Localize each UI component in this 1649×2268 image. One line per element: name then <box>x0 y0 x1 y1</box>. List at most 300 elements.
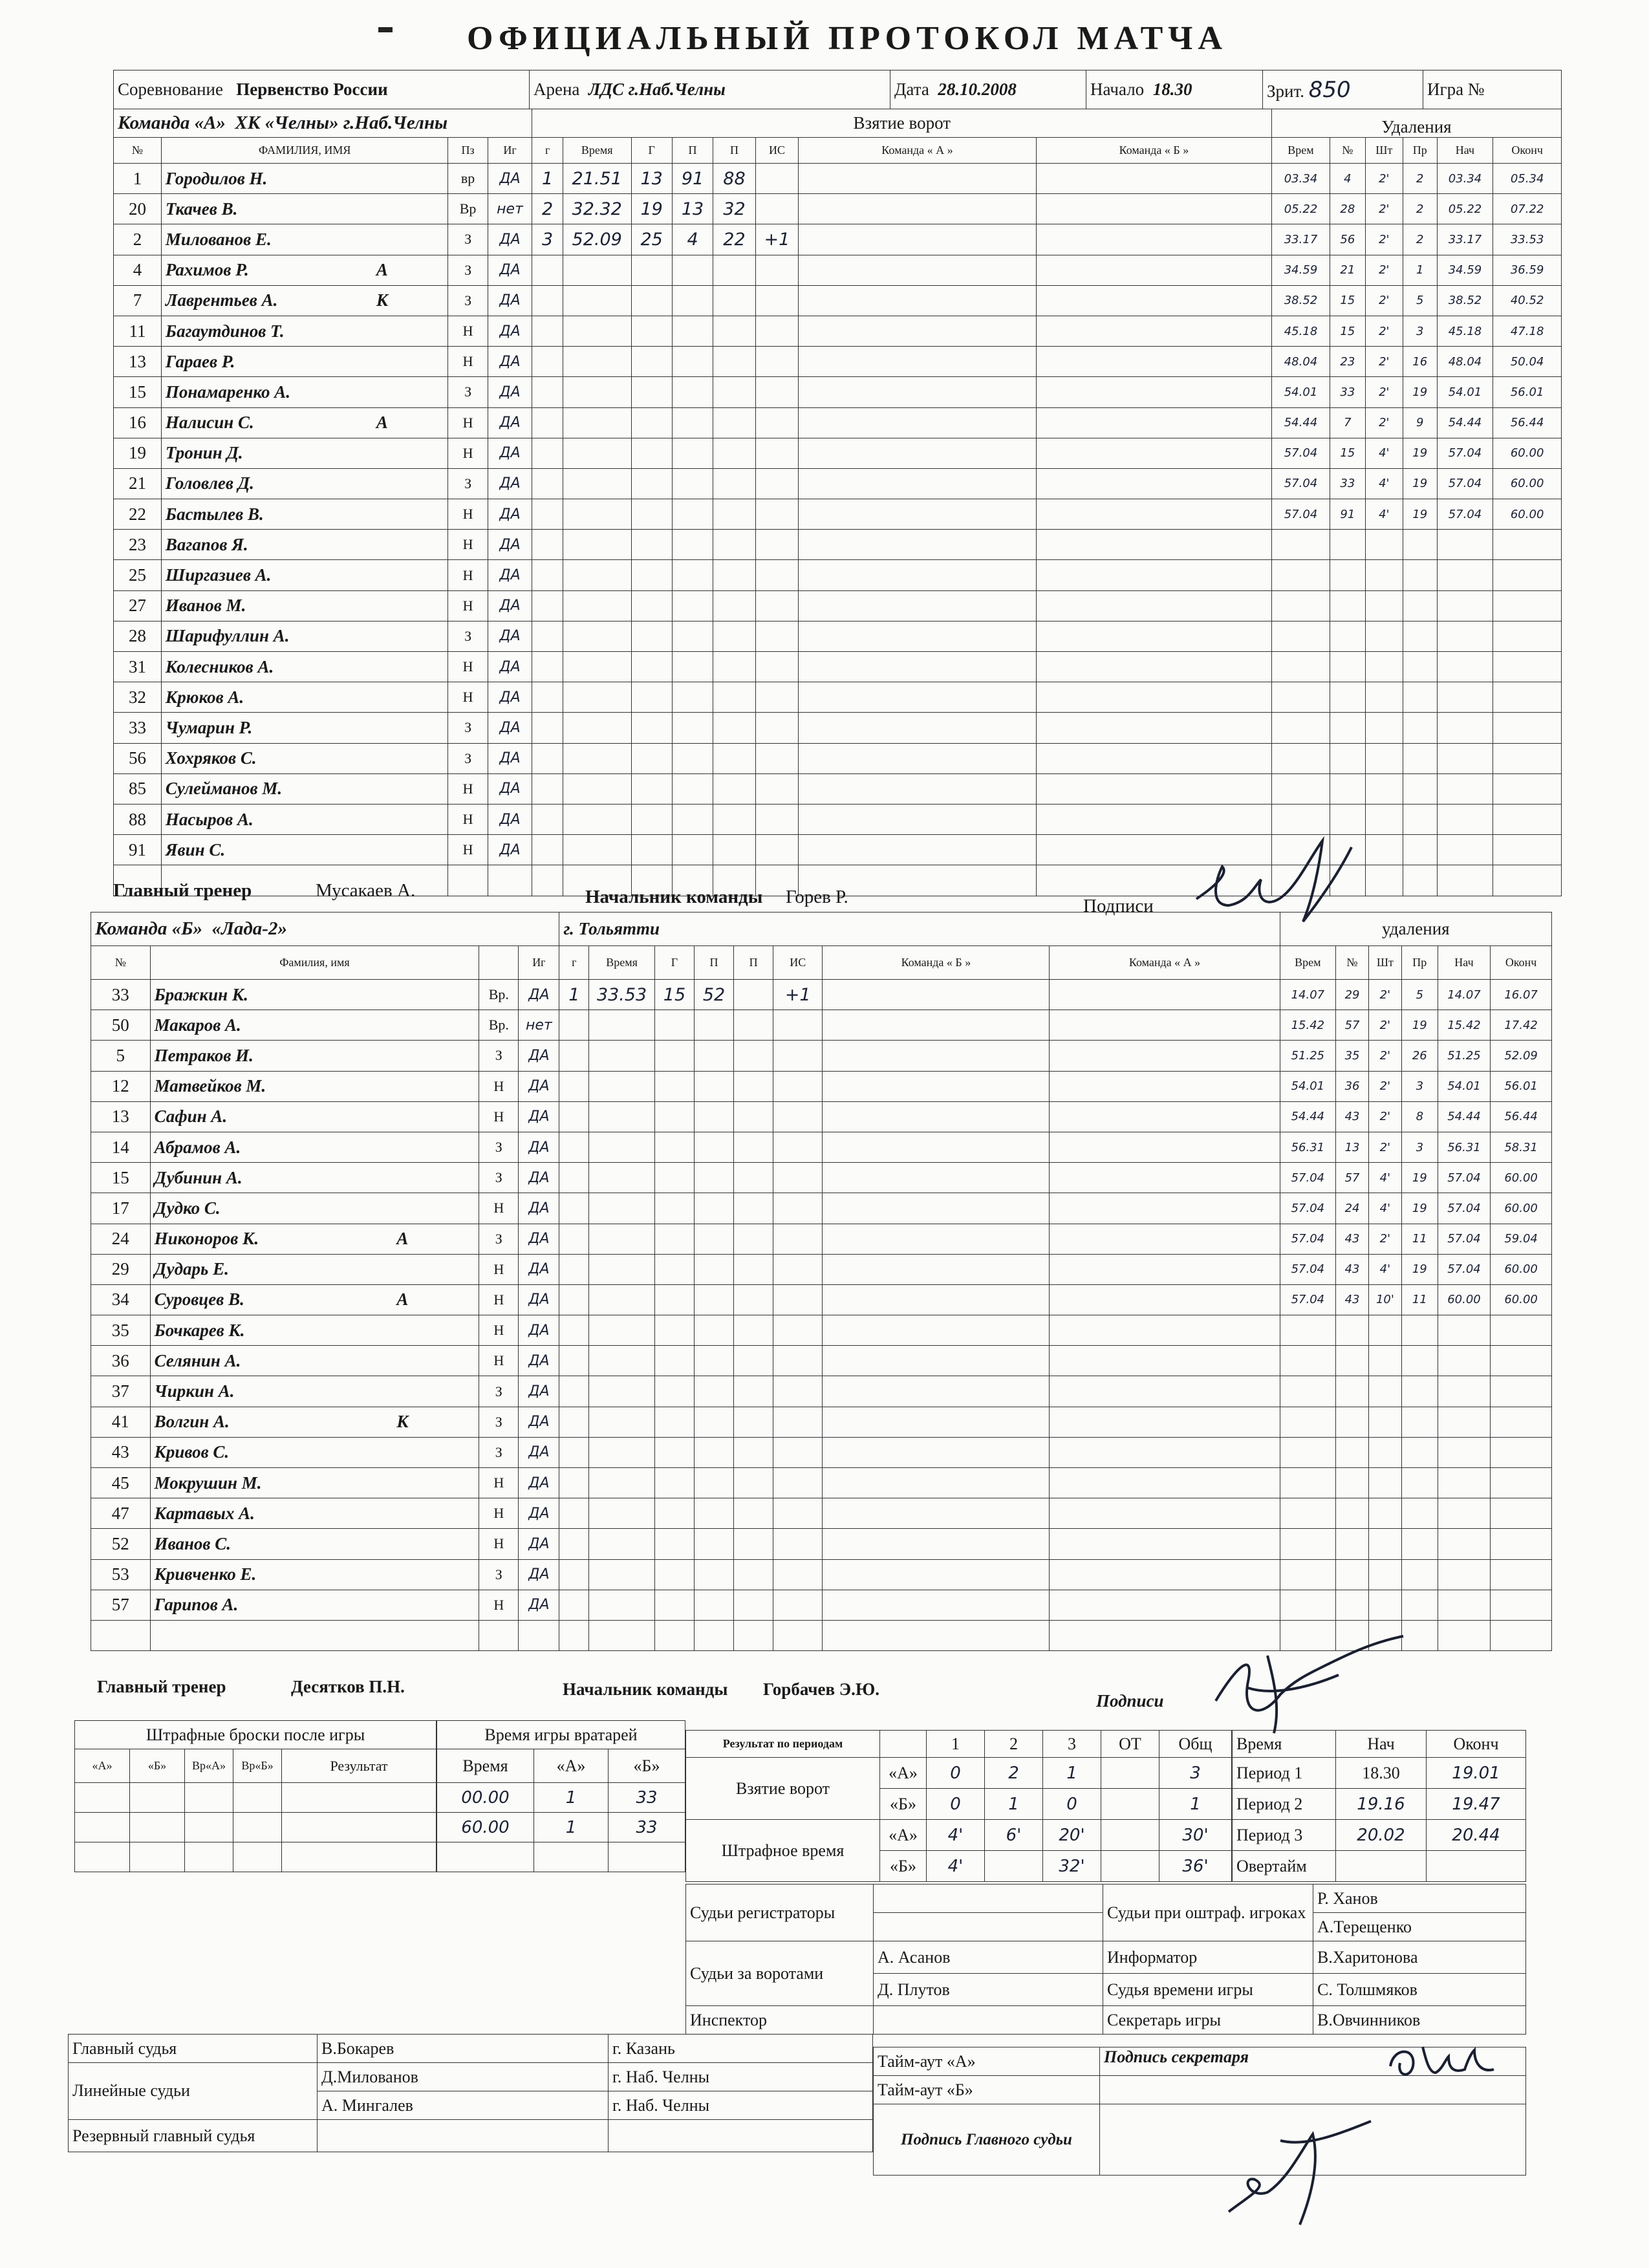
empty-cell <box>1437 835 1493 865</box>
period-team: «Б» <box>880 1789 927 1820</box>
penalty-time: 45.18 <box>1272 316 1330 346</box>
empty-cell <box>1491 1590 1552 1620</box>
team-column-cell <box>1050 1132 1280 1162</box>
penalty-start: 14.07 <box>1438 980 1490 1010</box>
column-header: ИС <box>755 138 799 164</box>
player-name-text: Иванов С. <box>154 1533 232 1553</box>
player-name-text: Крюков А. <box>165 687 244 707</box>
empty-cell <box>695 1284 734 1315</box>
goal-situation: +1 <box>773 980 823 1010</box>
empty-cell <box>734 1376 773 1407</box>
player-name-text: Бражкин К. <box>154 984 248 1004</box>
team-column-cell <box>1050 1468 1280 1498</box>
penalty-end: 52.09 <box>1491 1041 1552 1071</box>
player-position: З <box>448 713 488 743</box>
team-column-cell <box>823 1163 1050 1193</box>
penalty-minutes: 4' <box>1368 1193 1401 1224</box>
player-name-text: Лаврентьев А. <box>165 290 278 310</box>
team-a-coach-label: Главный тренер <box>113 880 252 901</box>
empty-cell <box>1438 1498 1490 1529</box>
empty-cell <box>563 377 631 407</box>
player-plays: ДА <box>488 773 532 804</box>
penalty-player: 36 <box>1336 1071 1369 1101</box>
penalty-reason: 19 <box>1401 1163 1438 1193</box>
empty-cell <box>589 1407 655 1437</box>
empty-cell <box>654 1224 694 1254</box>
team-column-cell <box>799 835 1037 865</box>
penalty-player: 35 <box>1336 1041 1369 1071</box>
player-row <box>91 1041 1552 1071</box>
column-header: Пз <box>448 138 488 164</box>
periods-caption: Результат по периодам <box>686 1731 880 1758</box>
empty-cell <box>755 530 799 560</box>
player-number: 17 <box>91 1193 151 1224</box>
player-position: З <box>448 621 488 651</box>
empty-cell <box>589 1468 655 1498</box>
player-name <box>161 224 448 255</box>
empty-cell <box>1368 1468 1401 1498</box>
team-b-column-headers <box>91 946 1552 980</box>
goal-assist-1: 91 <box>672 164 713 194</box>
goal-assist-2: 22 <box>713 224 755 255</box>
empty-cell <box>1368 1529 1401 1559</box>
team-column-cell <box>823 1041 1050 1071</box>
player-position: Н <box>479 1590 519 1620</box>
empty-cell <box>631 347 672 377</box>
referees-table <box>68 2034 873 2152</box>
player-plays: ДА <box>488 804 532 834</box>
team-b-coach: Десятков П.Н. <box>291 1677 405 1696</box>
start-value: 18.30 <box>1152 80 1192 99</box>
empty-cell <box>1403 835 1437 865</box>
empty-cell <box>1330 590 1365 621</box>
penalty-start: 54.01 <box>1437 377 1493 407</box>
player-name <box>150 1437 479 1467</box>
team-b-chief: Горбачев Э.Ю. <box>763 1679 879 1699</box>
player-number: 21 <box>114 468 162 499</box>
empty-cell <box>563 530 631 560</box>
column-header: Нач <box>1437 138 1493 164</box>
penalty-start: 57.04 <box>1438 1254 1490 1284</box>
empty-cell <box>755 621 799 651</box>
penalty-player: 57 <box>1336 1163 1369 1193</box>
empty-cell <box>1438 1376 1490 1407</box>
empty-cell <box>713 347 755 377</box>
column-header: Шт <box>1365 138 1403 164</box>
penalty-time: 54.44 <box>1272 407 1330 438</box>
period-value: 1 <box>1159 1789 1232 1820</box>
player-row <box>91 1101 1552 1132</box>
empty-cell <box>1365 713 1403 743</box>
player-name <box>150 1590 479 1620</box>
goalie-time-headers <box>437 1749 685 1783</box>
empty-cell <box>1336 1468 1369 1498</box>
empty-cell <box>672 835 713 865</box>
goal-assist-1: 13 <box>672 194 713 224</box>
empty-cell <box>695 1041 734 1071</box>
empty-cell <box>695 1620 734 1650</box>
empty-cell <box>1493 652 1562 682</box>
period-value <box>1101 1851 1159 1882</box>
empty-cell <box>631 285 672 316</box>
penalty-minutes: 2' <box>1368 1010 1401 1041</box>
team-a-coach: Мусакаев А. <box>316 880 416 901</box>
empty-cell <box>559 1132 589 1162</box>
penalty-start: 51.25 <box>1438 1041 1490 1071</box>
empty-cell <box>1272 530 1330 560</box>
column-header: Г <box>631 138 672 164</box>
penalty-end: 36.59 <box>1493 255 1562 285</box>
empty-cell <box>773 1498 823 1529</box>
empty-cell <box>1330 621 1365 651</box>
column-header: Иг <box>488 138 532 164</box>
team-column-cell <box>799 682 1037 713</box>
team-column-cell <box>1050 1041 1280 1071</box>
player-name <box>161 347 448 377</box>
player-row <box>114 347 1562 377</box>
period-value: 0 <box>927 1789 985 1820</box>
penalty-time: 03.34 <box>1272 164 1330 194</box>
column-header: ФАМИЛИЯ, ИМЯ <box>161 138 448 164</box>
goalie-time-cell: 1 <box>534 1813 609 1842</box>
player-plays: ДА <box>488 621 532 651</box>
player-name <box>161 652 448 682</box>
column-header: Шт <box>1368 946 1401 980</box>
empty-cell <box>589 1376 655 1407</box>
empty-cell <box>563 804 631 834</box>
penalty-reason: 19 <box>1401 1010 1438 1041</box>
period-value: 30' <box>1159 1820 1232 1851</box>
goalie-time-header: Время <box>437 1749 534 1783</box>
penalty-time: 48.04 <box>1272 347 1330 377</box>
player-plays: ДА <box>488 560 532 590</box>
empty-cell <box>1280 1407 1335 1437</box>
penalty-time: 14.07 <box>1280 980 1335 1010</box>
penalty-start: 34.59 <box>1437 255 1493 285</box>
penalty-start: 54.44 <box>1437 407 1493 438</box>
empty-cell <box>672 468 713 499</box>
player-number: 37 <box>91 1376 151 1407</box>
empty-cell <box>773 1254 823 1284</box>
penalty-minutes: 2' <box>1368 980 1401 1010</box>
empty-cell <box>734 1010 773 1041</box>
penalty-player: 24 <box>1336 1193 1369 1224</box>
column-header: Команда « Б » <box>1036 138 1271 164</box>
team-b-city: г. Тольятти <box>559 913 1280 946</box>
column-header: Врем <box>1272 138 1330 164</box>
goal-number: 1 <box>532 164 563 194</box>
player-position: Вр. <box>479 1010 519 1041</box>
player-number: 31 <box>114 652 162 682</box>
team-column-cell <box>1036 560 1271 590</box>
team-column-cell <box>799 560 1037 590</box>
empty-cell <box>755 590 799 621</box>
empty-cell <box>1365 652 1403 682</box>
player-number: 43 <box>91 1437 151 1467</box>
period-value: 0 <box>1043 1789 1101 1820</box>
team-a-name: ХК «Челны» г.Наб.Челны <box>235 113 448 133</box>
player-name <box>161 316 448 346</box>
empty-cell <box>1491 1559 1552 1590</box>
empty-cell <box>589 1437 655 1467</box>
empty-cell <box>1272 743 1330 773</box>
penalty-time: 57.04 <box>1280 1224 1335 1254</box>
player-plays: ДА <box>519 1407 559 1437</box>
start-cell <box>1086 70 1263 109</box>
penalty-reason: 19 <box>1401 1193 1438 1224</box>
team-column-cell <box>1050 1101 1280 1132</box>
player-number: 85 <box>114 773 162 804</box>
player-name-text: Картавых А. <box>154 1503 255 1523</box>
column-header: П <box>713 138 755 164</box>
empty-cell <box>672 621 713 651</box>
empty-cell <box>589 1101 655 1132</box>
penalty-start: 03.34 <box>1437 164 1493 194</box>
period-time-cell <box>1427 1851 1526 1882</box>
player-plays: ДА <box>519 1041 559 1071</box>
empty-cell <box>654 1407 694 1437</box>
goal-number: 1 <box>559 980 589 1010</box>
empty-cell <box>672 438 713 468</box>
empty-cell <box>559 1498 589 1529</box>
empty-cell <box>589 1132 655 1162</box>
empty-cell <box>1491 1315 1552 1346</box>
empty-cell <box>672 804 713 834</box>
empty-cell <box>1272 713 1330 743</box>
empty-cell <box>563 285 631 316</box>
team-column-cell <box>823 1620 1050 1650</box>
team-a-chief: Горев Р. <box>786 887 848 907</box>
player-position: Н <box>448 560 488 590</box>
team-column-cell <box>1036 285 1271 316</box>
player-name <box>150 1224 479 1254</box>
empty-cell <box>589 1590 655 1620</box>
arena-label: Арена <box>534 80 580 99</box>
penalty-player: 56 <box>1330 224 1365 255</box>
empty-cell <box>755 713 799 743</box>
empty-cell <box>559 1284 589 1315</box>
team-b-section <box>91 912 1552 1651</box>
player-row <box>114 407 1562 438</box>
penalty-reason: 19 <box>1401 1254 1438 1284</box>
goalie-time-table <box>436 1720 685 1872</box>
penalty-time: 57.04 <box>1272 438 1330 468</box>
team-a-label: Команда «А» <box>118 113 226 133</box>
player-name-text: Понамаренко А. <box>165 382 291 402</box>
team-column-cell <box>1036 743 1271 773</box>
empty-cell <box>1365 743 1403 773</box>
empty-cell <box>1491 1620 1552 1650</box>
shootout-header: «Б» <box>130 1749 185 1783</box>
team-column-cell <box>1036 590 1271 621</box>
empty-cell <box>734 1529 773 1559</box>
player-number: 12 <box>91 1071 151 1101</box>
player-row <box>91 1193 1552 1224</box>
team-column-cell <box>799 377 1037 407</box>
player-name-text: Дубинин А. <box>154 1167 242 1187</box>
empty-cell <box>563 316 631 346</box>
team-column-cell <box>1036 255 1271 285</box>
empty-cell <box>589 1498 655 1529</box>
team-column-cell <box>799 347 1037 377</box>
timekeeper-label: Судья времени игры <box>1103 1974 1313 2006</box>
goal-scorer: 13 <box>631 164 672 194</box>
empty-cell <box>755 804 799 834</box>
empty-cell <box>1438 1407 1490 1437</box>
player-name-text: Явин С. <box>165 839 226 859</box>
empty-cell <box>1401 1346 1438 1376</box>
player-position: З <box>479 1559 519 1590</box>
captain-mark: А <box>376 413 388 433</box>
player-row <box>91 1163 1552 1193</box>
penalty-minutes: 2' <box>1368 1132 1401 1162</box>
goal-time: 21.51 <box>563 164 631 194</box>
team-column-cell <box>1036 499 1271 530</box>
empty-cell <box>654 1559 694 1590</box>
team-column-cell <box>1050 1224 1280 1254</box>
shootout-row <box>75 1813 436 1842</box>
player-name-text: Абрамов А. <box>154 1137 241 1157</box>
empty-cell <box>695 1193 734 1224</box>
empty-cell <box>1403 652 1437 682</box>
empty-cell <box>1368 1559 1401 1590</box>
empty-cell <box>713 499 755 530</box>
empty-cell <box>773 1468 823 1498</box>
penalty-minutes: 2' <box>1368 1071 1401 1101</box>
period-header: ОТ <box>1101 1731 1159 1758</box>
penalty-time: 33.17 <box>1272 224 1330 255</box>
empty-cell <box>713 652 755 682</box>
empty-cell <box>532 621 563 651</box>
team-column-cell <box>799 652 1037 682</box>
empty-cell <box>713 255 755 285</box>
column-header: ИС <box>773 946 823 980</box>
empty-cell <box>713 438 755 468</box>
period-value: 3 <box>1159 1758 1232 1789</box>
chief-ref-label: Главный судья <box>69 2035 318 2063</box>
penalty-player: 4 <box>1330 164 1365 194</box>
periods-table <box>685 1730 1232 1882</box>
penalty-start: 38.52 <box>1437 285 1493 316</box>
empty-cell <box>734 1132 773 1162</box>
player-plays: ДА <box>519 1590 559 1620</box>
player-row <box>91 1590 1552 1620</box>
player-number: 35 <box>91 1315 151 1346</box>
penalty-reason: 19 <box>1403 499 1437 530</box>
empty-cell <box>589 1529 655 1559</box>
player-row <box>91 1407 1552 1437</box>
empty-cell <box>672 743 713 773</box>
penalty-time: 57.04 <box>1272 499 1330 530</box>
penalty-start: 48.04 <box>1437 347 1493 377</box>
player-plays: ДА <box>519 1224 559 1254</box>
team-column-cell <box>823 1132 1050 1162</box>
goal-assist-1: 52 <box>695 980 734 1010</box>
player-name <box>150 1407 479 1437</box>
empty-cell <box>880 1731 927 1758</box>
column-header: Оконч <box>1493 138 1562 164</box>
empty-cell <box>1403 530 1437 560</box>
empty-cell <box>1280 1468 1335 1498</box>
penalty-minutes: 4' <box>1365 468 1403 499</box>
penalty-start: 57.04 <box>1437 499 1493 530</box>
player-name <box>150 1163 479 1193</box>
player-row <box>91 1559 1552 1590</box>
penalty-start: 56.31 <box>1438 1132 1490 1162</box>
period-value <box>985 1851 1043 1882</box>
empty-cell <box>532 590 563 621</box>
player-name <box>161 621 448 651</box>
penalty-reason: 16 <box>1403 347 1437 377</box>
team-column-cell <box>823 1071 1050 1101</box>
empty-cell <box>589 1193 655 1224</box>
empty-cell <box>1368 1376 1401 1407</box>
player-position: З <box>479 1163 519 1193</box>
period-time-cell <box>1336 1851 1427 1882</box>
empty-cell <box>755 255 799 285</box>
player-row <box>91 1529 1552 1559</box>
team-column-cell <box>823 1315 1050 1346</box>
player-number: 14 <box>91 1132 151 1162</box>
empty-cell <box>1437 682 1493 713</box>
penalty-minutes: 2' <box>1365 224 1403 255</box>
empty-cell <box>1437 621 1493 651</box>
player-position: З <box>448 743 488 773</box>
empty-cell <box>755 773 799 804</box>
empty-cell <box>755 468 799 499</box>
penalty-judge-2: А.Терещенко <box>1313 1913 1526 1941</box>
empty-cell <box>589 1010 655 1041</box>
empty-cell <box>1330 713 1365 743</box>
player-name <box>161 407 448 438</box>
captain-mark: К <box>396 1412 409 1432</box>
goalie-time-cell: 33 <box>609 1813 685 1842</box>
goalie-time-cell: 1 <box>534 1783 609 1813</box>
empty-cell <box>1365 682 1403 713</box>
empty-cell <box>559 1010 589 1041</box>
empty-cell <box>1401 1315 1438 1346</box>
penalty-player: 33 <box>1330 468 1365 499</box>
empty-cell <box>734 1193 773 1224</box>
player-position: Н <box>448 652 488 682</box>
player-number: 13 <box>91 1101 151 1132</box>
empty-cell <box>654 1284 694 1315</box>
empty-cell <box>672 347 713 377</box>
timeout-a-label: Тайм-аут «А» <box>874 2047 1100 2076</box>
player-name-text: Кривов С. <box>154 1442 230 1462</box>
empty-cell <box>1368 1590 1401 1620</box>
penalty-end: 60.00 <box>1491 1193 1552 1224</box>
empty-cell <box>1437 804 1493 834</box>
empty-cell <box>1336 1407 1369 1437</box>
column-header: № <box>91 946 151 980</box>
empty-cell <box>1330 560 1365 590</box>
empty-cell <box>1438 1315 1490 1346</box>
penalty-player: 91 <box>1330 499 1365 530</box>
period-times-table <box>1232 1730 1526 1882</box>
penalty-minutes: 2' <box>1368 1041 1401 1071</box>
empty-cell <box>713 530 755 560</box>
empty-cell <box>713 804 755 834</box>
secretary-sign-label: Подпись секретаря <box>1100 2047 1526 2076</box>
team-column-cell <box>823 1407 1050 1437</box>
empty-cell <box>755 743 799 773</box>
empty-cell <box>654 1315 694 1346</box>
empty-cell <box>695 1010 734 1041</box>
period-time-row <box>1233 1851 1526 1882</box>
penalty-minutes: 2' <box>1365 255 1403 285</box>
empty-cell <box>1280 1559 1335 1590</box>
